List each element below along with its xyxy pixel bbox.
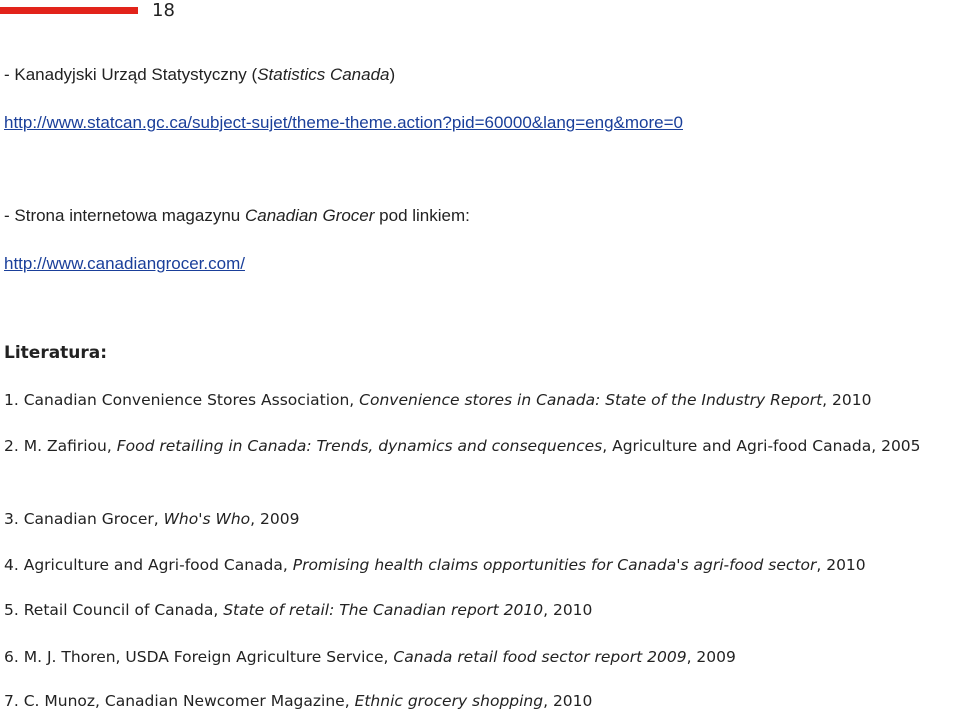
reference-item <box>4 645 954 669</box>
ref-author: Agriculture and Agri-food Canada, <box>23 556 293 574</box>
ref-number: 1. <box>4 391 19 409</box>
source-name: Statistics Canada <box>257 65 390 84</box>
ref-title: State of retail: The Canadian report 2010 <box>223 601 544 619</box>
reference-item <box>4 388 954 412</box>
header-accent-bar <box>0 7 138 14</box>
ref-rest: , 2009 <box>686 648 736 666</box>
ref-number: 7. <box>4 692 19 710</box>
canadiangrocer-link[interactable]: http://www.canadiangrocer.com/ <box>4 254 245 273</box>
reference-item <box>4 434 954 458</box>
ref-author: C. Munoz, Canadian Newcomer Magazine, <box>23 692 355 710</box>
reference-item <box>4 553 954 577</box>
source-suffix: ) <box>389 65 396 84</box>
ref-author: Retail Council of Canada, <box>23 601 224 619</box>
source-line-canadian-grocer <box>4 205 470 227</box>
source-prefix: - Kanadyjski Urząd Statystyczny ( <box>4 65 258 84</box>
ref-author: M. J. Thoren, USDA Foreign Agriculture Service, <box>23 648 394 666</box>
ref-number: 4. <box>4 556 19 574</box>
literature-heading: Literatura: <box>4 343 108 363</box>
ref-number: 2. <box>4 437 19 455</box>
source-prefix: - Strona internetowa magazynu <box>4 206 245 225</box>
reference-item <box>4 507 954 531</box>
ref-author: M. Zafiriou, <box>23 437 117 455</box>
ref-rest: , Agriculture and Agri-food Canada, 2005 <box>602 437 921 455</box>
ref-title: Who's Who <box>163 510 251 528</box>
ref-rest: , 2010 <box>543 601 593 619</box>
ref-author: Canadian Convenience Stores Association, <box>23 391 360 409</box>
statcan-link[interactable]: http://www.statcan.gc.ca/subject-sujet/theme-theme.action?pid=60000&lang=eng&more=0 <box>4 113 683 132</box>
ref-title: Ethnic grocery shopping <box>354 692 544 710</box>
reference-item <box>4 689 954 713</box>
ref-number: 3. <box>4 510 19 528</box>
source-suffix: pod linkiem: <box>374 206 470 225</box>
ref-title: Promising health claims opportunities for Canada's agri-food sector <box>292 556 817 574</box>
ref-rest: , 2010 <box>816 556 866 574</box>
ref-number: 6. <box>4 648 19 666</box>
source-line-statcan <box>4 64 395 86</box>
ref-title: Food retailing in Canada: Trends, dynamics and consequences <box>116 437 603 455</box>
page-number: 18 <box>152 0 175 21</box>
ref-rest: , 2010 <box>543 692 593 710</box>
source-name: Canadian Grocer <box>244 206 375 225</box>
ref-title: Convenience stores in Canada: State of the Industry Report <box>359 391 823 409</box>
ref-title: Canada retail food sector report 2009 <box>393 648 687 666</box>
ref-number: 5. <box>4 601 19 619</box>
ref-rest: , 2009 <box>250 510 300 528</box>
reference-item <box>4 598 954 622</box>
ref-author: Canadian Grocer, <box>23 510 164 528</box>
ref-rest: , 2010 <box>822 391 872 409</box>
